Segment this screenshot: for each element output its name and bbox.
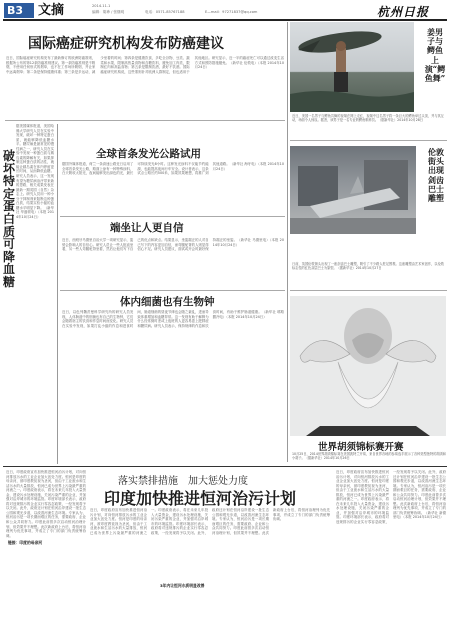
bus-photo [290, 146, 416, 234]
caption-beard: 10月25日，2014世界胡须锦标赛在美国波特兰开赛，来自世界各地的参赛选手展示了各种造型独特的胡须和小胡子。（据新华社）2014年10月26日 [292, 452, 446, 461]
body-plastic: 近日，以色列魏茨曼科学研究所的研究人员发现，人体肠道中的细菌也有自己的生物钟，它们会随着宿主的饮食和作息时间而变化。研究人员在实验中发现，如果打乱小鼠的作息和进食时间，肠道细菌的昼夜节律也会随之紊乱，进而导致体重增加和血糖异常。这一发现有助于解释为什么经常倒时差或上夜班的人更容易患上肥胖症和糖尿病。研究人员表示，保持规律的作息和饮食时间，有助于维护肠道健康。（新华社 耶路撒冷电）（本报 2014年10月24日） [62, 310, 284, 328]
divider-left [57, 124, 58, 464]
rule-3 [60, 290, 285, 291]
body-side-left: 据美国媒体报道，美国哈佛大学研究人员在实验中发现，破坏一种特定蛋白质，就能够降低血糖水平。糖尿病是最常见的慢性病之一，研究人员在实验中发现一种蛋白质与胰岛素的降解有关，如果抑制这种蛋白质的活性，就能让胰岛素在体内停留更长时间，从而降低血糖。研究人员表示，这一发现有望为糖尿病治疗带来新的思路，相关成果发表在最新一期英国《自然》杂志上。研究人员用一种小分子抑制剂来阻断这种蛋白质，结果实验小鼠的血糖水平明显下降。（新华社 华盛顿电）（本报 2014年10月24日） [16, 124, 54, 219]
column-name: 文摘 [38, 3, 65, 18]
caption-bus: 日前，英国伦敦街头出现了一座剑齿巴士雕塑，吸引了不少路人驻足围观。这座雕塑由艺术家创作，以伦敦标志性的红色双层巴士为原型。（据新华社）2014年10月27日 [292, 262, 444, 271]
header-rule [3, 19, 447, 21]
rule-2 [60, 216, 285, 217]
beard-photo [290, 296, 446, 436]
subhead-climate-1: 链接：印度的母亲河 [8, 540, 43, 545]
rule-side-2 [290, 290, 447, 291]
section-badge: B3 [4, 3, 34, 18]
body-climate-right: 近日，印度政府宣布加快推进恒河治污计划，对向恒河排放污水的工业企业加大惩处力度。恒河是印度的母亲河，被印度教徒视为圣河，但由于工业废水和生活污水的大量排放，恒河已成为世界上污染最严重的河流之一。印度政府表示，将在未来几年投入大量资金，建设污水处理设施，关闭污染严重的企业，并加强对沿岸城市的环境监管。印度环境部长表示，政府将对违规排污的企业实行零容忍政策，一经发现将予以关闭。此外，政府还计划在恒河沿岸建设一批生态公园和观光步道，以改善河流生态环境。专家认为，恒河治污是一项长期而艰巨的任务，需要政府、企业和公众共同努力。印度此前曾多次启动恒河治理计划，但效果并不理想。此次新政府上台后，将恒河治理列为优先事项，并成立了专门的部门负责统筹协调。（新华社 新德里电）（本报 2014年10月24日） [336, 470, 446, 525]
kicker-climate: 落实禁排措施 加大惩处力度 [118, 476, 248, 487]
title-beard: 世界胡须锦标赛开赛 [318, 442, 404, 453]
title-bus: 伦敦街头出现剑齿巴士雕塑 [428, 147, 444, 204]
headline-restroom: 全球首条发光公路试用 [96, 148, 201, 160]
subhead-climate-2: 3年内让恒河水质明显改善 [160, 583, 205, 588]
rule-side-1 [290, 140, 447, 141]
phone: 电话：0571-85767188 [145, 10, 185, 14]
body-climate-left: 近日，印度政府宣布加快推进恒河治污计划，对向恒河排放污水的工业企业加大惩处力度。恒河是印度的母亲河，被印度教徒视为圣河，但由于工业废水和生活污水的大量排放，恒河已成为世界上污染最严重的河流之一。印度政府表示，将在未来几年投入大量资金，建设污水处理设施，关闭污染严重的企业，并加强对沿岸城市的环境监管。印度环境部长表示，政府将对违规排污的企业实行零容忍政策，一经发现将予以关闭。此外，政府还计划在恒河沿岸建设一批生态公园和观光步道，以改善河流生态环境。专家认为，恒河治污是一项长期而艰巨的任务，需要政府、企业和公众共同努力。印度此前曾多次启动恒河治理计划，但效果并不理想。此次新政府上台后，将恒河治理列为优先事项，并成立了专门的部门负责统筹协调。 [6, 470, 86, 538]
body-cancer: 近日，国际癌症研究机构发布了最新修订的欧洲防癌准则，根据所公布的第12条防癌准则建议。第一条防癌准则是不吸烟，不使用任何形式的烟草，也不在工作场所吸烟，并让家中远离烟草；第二条是保持健康体重；第三条是多运动，减少坐着的时间；第四条是健康饮食，多吃全谷物、豆类、蔬菜和水果，限制高热量食物和含糖饮料，避免加工肉类，限制红肉和高盐食物；第五条是限制饮酒，最好不饮酒。国际癌症研究机构说，这些准则针对欧洲人群制定，但也适用于其他地区。研究显示，近一半的癌症死亡可以通过改变生活方式和预防措施避免。（新华社 伦敦电）（本报 2014年10月24日） [6, 56, 284, 74]
title-crocodile: 姜男子与鳄鱼上演“鳄鱼舞” [424, 27, 446, 84]
headline-climate: 印度加快推进恒河治污计划 [104, 489, 297, 508]
headline-plastic: 体内细菌也有生物钟 [120, 296, 215, 308]
body-rewards: 近日，西班牙马德里自治大学一项研究显示，姿势会影响人的自信心。研究人员让一些人挺直坐着，另一些人弯腰驼背坐着，然后让他们写下自己的优点和缺点。结果显示，坐姿端正的人对自己写下的内容更加自信，而弯腰驼背的人则显得信心不足。研究人员建议，面试或开会时最好保持端正的坐姿。（新华社 马德里电）（本报 2014年10月24日） [62, 238, 284, 252]
rule-1 [5, 120, 285, 121]
rule-bottom [3, 466, 447, 467]
body-climate-mid: 近日，印度政府宣布加快推进恒河治污计划，对向恒河排放污水的工业企业加大惩处力度。恒河是印度的母亲河，被印度教徒视为圣河，但由于工业废水和生活污水的大量排放，恒河已成为世界上污染最严重的河流之一。印度政府表示，将在未来几年投入大量资金，建设污水处理设施，关闭污染严重的企业，并加强对沿岸城市的环境监管。印度环境部长表示，政府将对违规排污的企业实行零容忍政策，一经发现将予以关闭。此外，政府还计划在恒河沿岸建设一批生态公园和观光步道，以改善河流生态环境。专家认为，恒河治污是一项长期而艰巨的任务，需要政府、企业和公众共同努力。印度此前曾多次启动恒河治理计划，但效果并不理想。此次新政府上台后，将恒河治理列为优先事项，并成立了专门的部门负责统筹协调。 [90, 508, 330, 535]
email: E—mail：97271837@qq.com [205, 10, 258, 14]
headline-rewards: 端坐让人更自信 [110, 222, 184, 234]
headline-cancer: 国际癌症研究机构发布防癌建议 [28, 36, 224, 52]
divider-mid [287, 22, 288, 462]
bus-illustration [290, 146, 416, 234]
body-restroom: 据国外媒体报道，荷兰一条高速公路近日启用了全球首条发光公路，路面上涂有一种特殊涂料，白天吸收太阳光，夜间能够发出绿色的光，最长可持续发光8小时。这种发光涂料不仅能节约能源，也能提高夜间行车安全。设计者表示，这条试点公路长约500米，如果效果理想，将推广到其他道路。（新华社 海牙电）（本报 2014年10月24日） [62, 162, 284, 176]
issue-date: 2014.11.1 [92, 4, 111, 8]
caption-crocodile: 近日，美国一名男子与鳄鱼共舞的视频在网上走红，视频中这名男子将一条巨大的鳄鱼举过头顶，并与其互动，场面令人惊叹。据悉，该男子是一名专业的鳄鱼驯养员。（据新华社）2014年10月28日 [292, 114, 444, 123]
masthead-logo: 杭州日报 [377, 5, 430, 19]
headline-side-left: 破坏特定蛋白质可降血糖 [2, 149, 15, 289]
crocodile-photo [290, 22, 414, 112]
crocodile-illustration [290, 22, 414, 112]
source-cancer: （新华社 伦敦电）（本报 2014年10月24日） [194, 60, 284, 70]
beard-illustration [290, 296, 446, 436]
editors: 编辑：胡珍 / 张继明 [92, 10, 125, 14]
